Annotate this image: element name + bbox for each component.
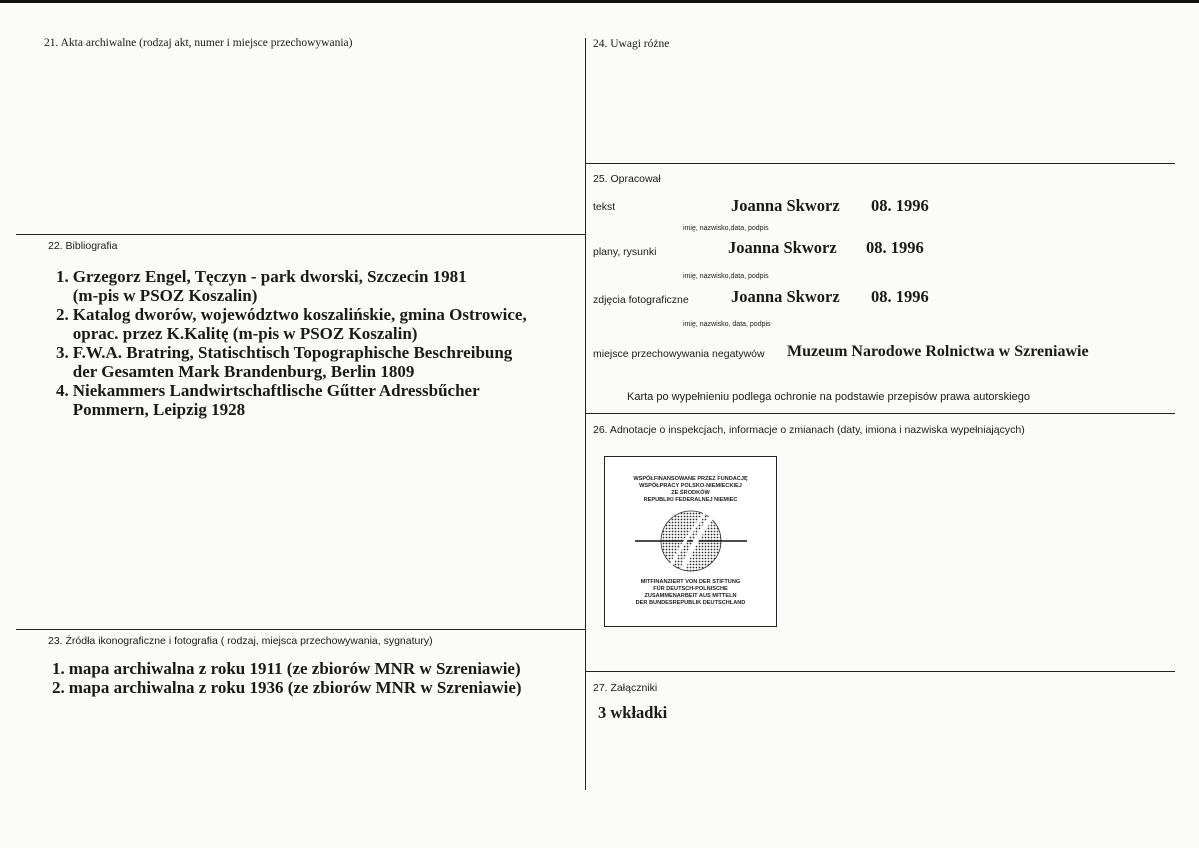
stamp-bottom-line: DER BUNDESREPUBLIK DEUTSCHLAND — [635, 600, 746, 606]
negatives-value: Muzeum Narodowe Rolnictwa w Szreniawie — [787, 343, 1089, 360]
row-tekst-hint: imię, nazwisko,data, podpis — [683, 225, 769, 232]
list-item: 3. F.W.A. Bratring, Statischtisch Topographische Beschreibung der Gesamten Mark Brandenburg, Berlin 1809 — [56, 343, 513, 381]
stamp-top-line: ZE ŚRODKÓW — [671, 490, 710, 496]
stamp-bottom-line: MITFINANZIERT VON DER STIFTUNG — [640, 579, 741, 585]
row-tekst-name: Joanna Skworz — [731, 196, 840, 215]
section-23-label: 23. Źródła ikonograficzne i fotografia ( rodzaj, miejsca przechowywania, sygnatury) — [48, 635, 433, 647]
row-zdjecia-name: Joanna Skworz — [731, 287, 840, 306]
row-plany-name: Joanna Skworz — [728, 238, 837, 257]
list-item: 1. Grzegorz Engel, Tęczyn - park dworski, Szczecin 1981 (m-pis w PSOZ Koszalin) — [56, 267, 467, 305]
row-zdjecia-label: zdjęcia fotograficzne — [593, 294, 689, 306]
rule-21-22 — [16, 234, 585, 235]
list-item: 2. Katalog dworów, województwo koszalińskie, gmina Ostrowice, oprac. przez K.Kalitę (m-pis w PSOZ Koszalin) — [56, 305, 527, 343]
funding-stamp — [604, 456, 777, 627]
stamp-top-line: REPUBLIKI FEDERALNEJ NIEMIEC — [643, 497, 738, 503]
row-tekst-date: 08. 1996 — [871, 196, 929, 215]
section-22-label: 22. Bibliografia — [48, 240, 118, 252]
stamp-globe-logo — [635, 509, 747, 573]
rule-22-23 — [16, 629, 585, 630]
rule-25-26 — [585, 413, 1175, 414]
rule-26-27 — [585, 671, 1175, 672]
center-divider — [585, 38, 586, 790]
negatives-label: miejsce przechowywania negatywów — [593, 348, 765, 360]
section-27-label: 27. Załączniki — [593, 682, 658, 694]
bibliography-list — [56, 267, 581, 419]
row-zdjecia-date: 08. 1996 — [871, 287, 929, 306]
list-item: 1. mapa archiwalna z roku 1911 (ze zbiorów MNR w Szreniawie) — [52, 659, 521, 678]
section-25-label: 25. Opracował — [593, 173, 661, 185]
row-plany-date: 08. 1996 — [866, 238, 924, 257]
stamp-bottom-line: FÜR DEUTSCH-POLNISCHE — [653, 586, 728, 592]
rule-24-25 — [585, 163, 1175, 164]
stamp-bottom-line: ZUSAMMENARBEIT AUS MITTELN — [644, 593, 737, 599]
attachments-value: 3 wkładki — [598, 703, 668, 722]
list-item: 4. Niekammers Landwirtschaftlische Gűtter Adressbűcher Pommern, Leipzig 1928 — [56, 381, 480, 419]
row-plany-hint: imię, nazwisko,data, podpis — [683, 273, 769, 280]
section-24-label: 24. Uwagi różne — [593, 38, 670, 50]
row-tekst-label: tekst — [593, 201, 616, 213]
copyright-note: Karta po wypełnieniu podlega ochronie na podstawie przepisów prawa autorskiego — [627, 391, 1030, 403]
row-plany-label: plany, rysunki — [593, 246, 657, 258]
stamp-top-line: WSPÓŁFINANSOWANE PRZEZ FUNDACJĘ — [633, 476, 748, 482]
section-21-label: 21. Akta archiwalne (rodzaj akt, numer i miejsce przechowywania) — [44, 37, 353, 49]
stamp-top-line: WSPÓŁPRACY POLSKO-NIEMIECKIEJ — [639, 483, 742, 489]
section-26-label: 26. Adnotacje o inspekcjach, informacje o zmianach (daty, imiona i nazwiska wypełniających) — [593, 424, 1025, 436]
top-border — [0, 0, 1199, 3]
list-item: 2. mapa archiwalna z roku 1936 (ze zbiorów MNR w Szreniawie) — [52, 678, 522, 697]
row-zdjecia-hint: imię, nazwisko, data, podpis — [683, 321, 771, 328]
iconography-list — [52, 659, 582, 697]
